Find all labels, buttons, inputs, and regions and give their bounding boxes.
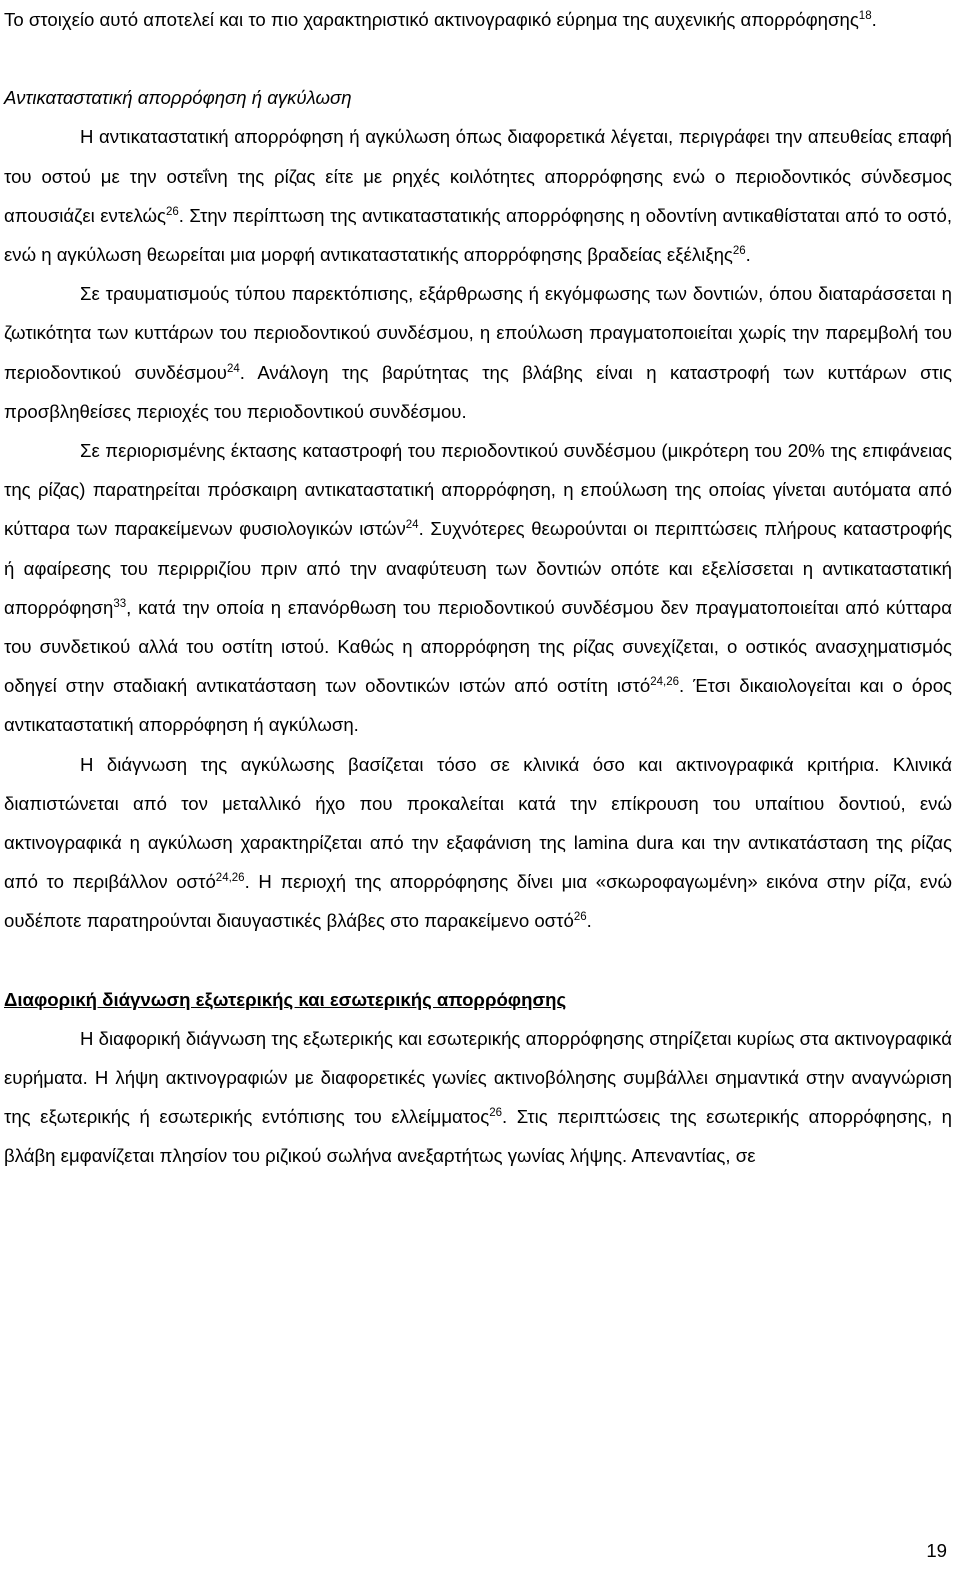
citation: 26: [165, 205, 179, 218]
ankylosis-paragraph-1: Η αντικαταστατική απορρόφηση ή αγκύλωση όπως διαφορετικά λέγεται, περιγράφει την απευθείας επαφή του οστού με την οστεΐνη της ρίζας είτε με ρηχές κοιλότητες απορρόφησης ενώ ο περιοδοντικός σύνδεσμος απουσιάζει εντελώς$^{26}$. Στην περίπτωση της αντικαταστατικής απορρόφησης η οδοντίνη αντικαθίσταται από το οστό, ενώ η αγκύλωση θεωρείται μια μορφή αντικαταστατικής απορρόφησης βραδείας εξέλιξης$^{26}$.: [4, 126, 952, 266]
citation: 18: [858, 10, 872, 22]
differential-diagnosis-heading: Διαφορική διάγνωση εξωτερικής και εσωτερικής απορρόφησης: [4, 988, 567, 1010]
citation: 26: [732, 245, 746, 258]
intro-paragraph: Το στοιχείο αυτό αποτελεί και το πιο χαρακτηριστικό ακτινογραφικό εύρημα της αυχενικής απορρόφησης$^{18}$.: [4, 9, 877, 30]
ankylosis-heading: Αντικαταστατική απορρόφηση ή αγκύλωση: [4, 87, 352, 109]
citation: 24,26: [215, 872, 245, 885]
citation: 24,26: [650, 676, 680, 689]
ankylosis-paragraph-3: Σε περιορισμένης έκτασης καταστροφή του περιοδοντικού συνδέσμου (μικρότερη του 20% της επιφάνειας της ρίζας) παρατηρείται πρόσκαιρη αντικαταστατική απορρόφηση, η επούλωση της οποίας γίνεται αυτόματα από κύτταρα των παρακείμενων φυσιολογικών ιστών$^{24}$. Συχνότερες θεωρούνται οι περιπτώσεις πλήρους καταστροφής ή αφαίρεσης του περιρριζίου πριν από την αναφύτευση των δοντιών οπότε και εξελίσσεται η αντικαταστατική απορρόφηση$^{33}$, κατά την οποία η επανόρθωση του περιοδοντικού συνδέσμου δεν πραγματοποιείται από κύτταρα του συνδετικού αλλά του οστίτη ιστού. Καθώς η απορρόφηση της ρίζας συνεχίζεται, ο οστικός ανασχηματισμός οδηγεί στην σταδιακή αντικατάσταση των οδοντικών ιστών από οστίτη ιστό$^{24,26}$. Έτσι δικαιολογείται και ο όρος αντικαταστατική απορρόφηση ή αγκύλωση.: [4, 440, 953, 736]
citation: 24: [226, 362, 240, 375]
document-page: [4, 0, 952, 1176]
citation: 24: [405, 519, 419, 532]
ankylosis-paragraph-2: Σε τραυματισμούς τύπου παρεκτόπισης, εξάρθρωσης ή εκγόμφωσης των δοντιών, όπου διαταράσσεται η ζωτικότητα των κυττάρων του περιοδοντικού συνδέσμου, η επούλωση πραγματοποιείται χωρίς την παρεμβολή του περιοδοντικού συνδέσμου$^{24}$. Ανάλογη της βαρύτητας της βλάβης είναι η καταστροφή των κυττάρων στις προσβληθείσες περιοχές του περιοδοντικού συνδέσμου.: [4, 283, 952, 422]
page-number: 19: [926, 1540, 947, 1561]
citation: 33: [113, 597, 127, 610]
citation: 26: [489, 1107, 502, 1120]
differential-paragraph: Η διαφορική διάγνωση της εξωτερικής και εσωτερικής απορρόφησης στηρίζεται κυρίως στα ακτινογραφικά ευρήματα. Η λήψη ακτινογραφιών με διαφορετικές γωνίες ακτινοβόλησης συμβάλλει σημαντικά στην αναγνώριση της εξωτερικής ή εσωτερικής εντόπισης του ελλείμματος$^{26}$. Στις περιπτώσεις της εσωτερικής απορρόφησης, η βλάβη εμφανίζεται πλησίον του ριζικού σωλήνα ανεξαρτήτως γωνίας λήψης. Απεναντίας, σε: [4, 1027, 952, 1167]
ankylosis-paragraph-4: Η διάγνωση της αγκύλωσης βασίζεται τόσο σε κλινικά όσο και ακτινογραφικά κριτήρια. Κλινικά διαπιστώνεται από τον μεταλλικό ήχο που προκαλείται κατά την επίκρουση του υπαίτιου δοντιού, ενώ ακτινογραφικά η αγκύλωση χαρακτηρίζεται από την εξαφάνιση της lamina dura και την αντικατάσταση της ρίζας από το περιβάλλον οστό$^{24,26}$. Η περιοχή της απορρόφησης δίνει μια «σκωροφαγωμένη» εικόνα στην ρίζα, ενώ ουδέποτε παρατηρούνται διαυγαστικές βλάβες στο παρακείμενο οστό$^{26}$.: [4, 753, 952, 932]
citation: 26: [573, 911, 587, 924]
